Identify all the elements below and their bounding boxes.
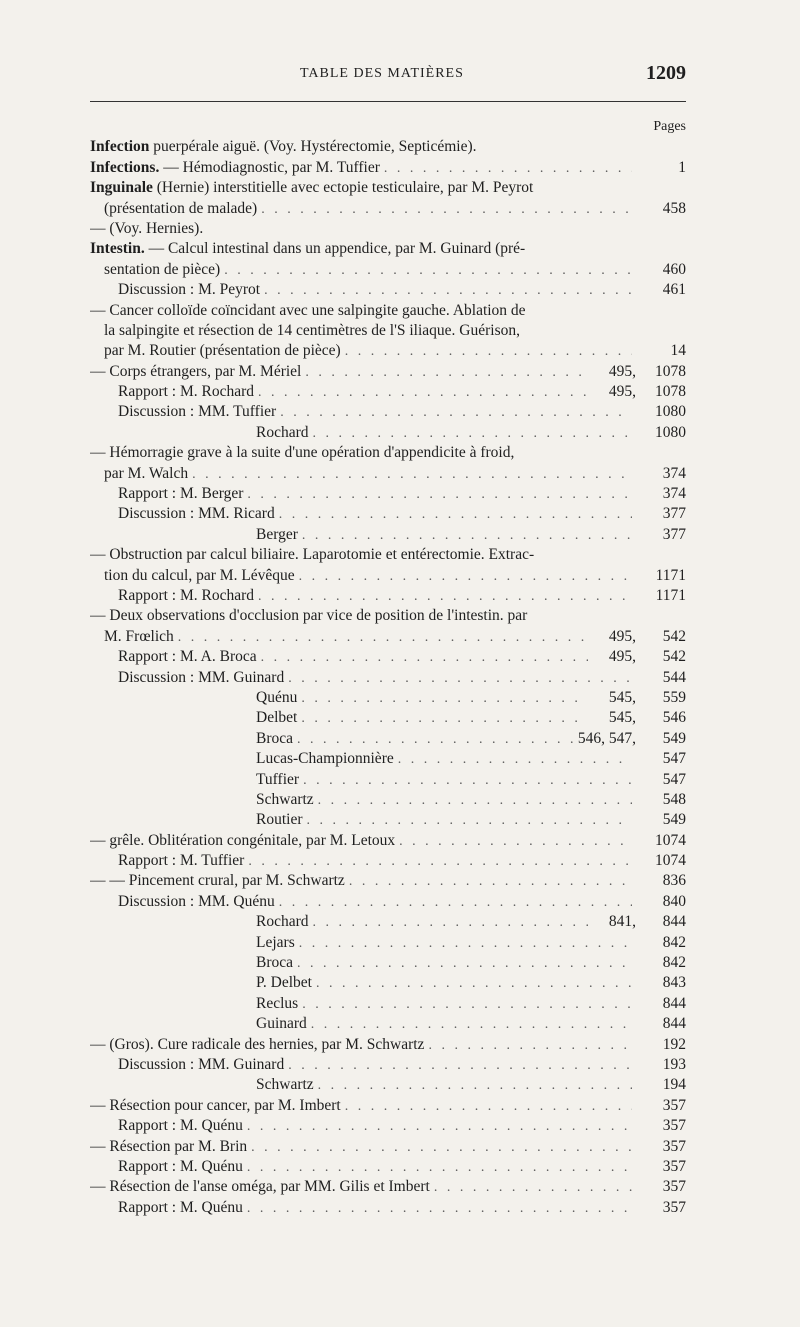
entry-pages [636,933,686,953]
entry-text: Schwartz [256,1076,314,1094]
index-entry [90,1157,686,1177]
index-entry [90,688,686,708]
entry-text: P. Delbet [256,974,312,992]
entry-text: — Obstruction par calcul biliaire. Laparotomie et entérectomie. Extrac- [90,546,535,564]
index-entry [90,219,686,239]
leader-dots [261,648,588,667]
leader-dots [398,750,632,769]
page-ref: 1 [678,158,686,176]
pages-column-label: Pages [653,119,686,134]
page-ref: 559 [662,688,686,706]
index-entry [90,423,686,443]
entry-text: Rochard [256,423,309,441]
entry-text: Rapport : M. Quénu [118,1157,243,1175]
page-ref: 194 [662,1076,686,1094]
index-entry [90,606,686,626]
entry-pages [636,1035,686,1055]
index-entry [90,1137,686,1157]
leader-dots [318,1076,632,1095]
entry-pages [636,402,686,422]
index-entry [90,525,686,545]
leader-dots [301,689,588,708]
entry-pages [636,668,686,688]
leader-dots [297,730,574,749]
leader-dots [316,974,632,993]
index-entry [90,1116,686,1136]
entry-text: — Deux observations d'occlusion par vice de position de l'intestin. par [90,607,528,625]
entry-text: M. Frœlich [104,627,174,645]
leader-dots [279,893,632,912]
entry-text: Rapport : M. Tuffier [118,852,245,870]
entry-pages [636,1096,686,1116]
leader-dots [318,791,632,810]
entry-text: Guinard [256,1015,307,1033]
entry-text: Delbet [256,709,298,727]
running-header [90,62,686,90]
page-ref: 458 [662,199,686,217]
leader-dots [384,159,632,178]
page-ref: 549 [662,811,686,829]
page-ref: 192 [662,1035,686,1053]
page-ref: 461 [662,281,686,299]
entry-text: la salpingite et résection de 14 centimètres de l'S iliaque. Guérison, [104,321,521,339]
page-ref: 1078 [655,362,686,380]
entry-text: Rapport : M. Berger [118,485,244,503]
index-entry [90,382,686,402]
leader-dots [345,1097,632,1116]
page-ref: 495, [608,362,636,380]
entry-text: Broca [256,954,294,972]
index-entry [90,260,686,280]
leader-dots [224,261,632,280]
index-entry [90,1096,686,1116]
entry-pages [636,280,686,300]
entry-pages [636,973,686,993]
index-entry [90,953,686,973]
entry-text: sentation de pièce) [104,260,221,278]
page-ref: 374 [662,464,686,482]
entry-pages [636,1055,686,1075]
entry-text: Quénu [256,688,298,706]
index-entries [90,137,686,1218]
index-entry [90,545,686,565]
entry-text: (présentation de malade) [104,199,258,217]
entry-text: Lucas-Championnière [256,750,394,768]
leader-dots [247,1117,632,1136]
leader-dots [399,832,632,851]
page-ref: 495, [608,627,636,645]
index-entry [90,362,686,382]
entry-pages [592,627,686,647]
entry-pages [636,831,686,851]
entry-pages [636,260,686,280]
entry-text: — Résection pour cancer, par M. Imbert [90,1096,341,1114]
page-ref: 548 [662,790,686,808]
page-ref: 377 [662,525,686,543]
entry-text: — Résection par M. Brin [90,1137,248,1155]
entry-pages [636,341,686,361]
leader-dots [297,954,632,973]
entry-pages [636,790,686,810]
entry-text: Routier [256,811,303,829]
entry-text: Tuffier [256,770,300,788]
page-ref: 841, [608,913,636,931]
index-entry [90,627,686,647]
leader-dots [258,383,588,402]
entry-text: Berger [256,525,298,543]
entry-pages [636,749,686,769]
page-ref: 1074 [655,831,686,849]
index-entry [90,668,686,688]
page-ref: 547 [662,770,686,788]
entry-text: Intestin. — Calcul intestinal dans un appendice, par M. Guinard (pré- [90,240,526,258]
index-entry [90,280,686,300]
entry-text: Rapport : M. Rochard [118,586,255,604]
index-entry [90,178,686,198]
page-ref: 495, [608,648,636,666]
entry-text: Broca [256,729,294,747]
page-ref: 1080 [655,403,686,421]
entry-text: Reclus [256,994,299,1012]
page-ref: 542 [662,648,686,666]
leader-dots [288,669,632,688]
index-entry [90,341,686,361]
leader-dots [313,424,632,443]
index-entry [90,708,686,728]
entry-pages [592,647,686,667]
page-ref: 460 [662,260,686,278]
page-ref: 357 [662,1198,686,1216]
entry-pages [636,810,686,830]
page-ref: 1074 [655,852,686,870]
entry-pages [636,525,686,545]
leader-dots [301,709,588,728]
page-ref: 193 [662,1055,686,1073]
leader-dots [311,1015,632,1034]
entry-pages [636,871,686,891]
page-ref: 1080 [655,423,686,441]
page-ref: 842 [662,933,686,951]
entry-text: Rapport : M. Quénu [118,1198,243,1216]
page-ref: 840 [662,892,686,910]
index-entry [90,586,686,606]
page-ref: 842 [662,954,686,972]
page-ref: 546 [662,709,686,727]
entry-pages [636,1116,686,1136]
leader-dots [302,995,632,1014]
entry-text: Discussion : MM. Ricard [118,505,275,523]
entry-pages [636,770,686,790]
index-entry [90,810,686,830]
index-entry [90,464,686,484]
entry-pages [636,1177,686,1197]
entry-text: — Corps étrangers, par M. Mériel [90,362,302,380]
index-entry [90,851,686,871]
index-entry [90,239,686,259]
page-ref: 357 [662,1096,686,1114]
entry-text: par M. Routier (présentation de pièce) [104,342,341,360]
index-entry [90,1055,686,1075]
entry-pages [636,464,686,484]
index-entry [90,892,686,912]
index-entry [90,1075,686,1095]
leader-dots [261,200,632,219]
index-entry [90,770,686,790]
page-ref: 545, [608,688,636,706]
leader-dots [434,1178,632,1197]
index-entry [90,1014,686,1034]
entry-pages [592,362,686,382]
index-entry [90,1035,686,1055]
entry-text: — (Gros). Cure radicale des hernies, par M. Schwartz [90,1035,425,1053]
entry-pages [636,158,686,178]
page-ref: 357 [662,1117,686,1135]
index-entry [90,1198,686,1218]
index-list [90,117,686,1218]
entry-pages [592,688,686,708]
index-entry [90,871,686,891]
leader-dots [303,771,632,790]
page-ref: 357 [662,1137,686,1155]
index-entry [90,933,686,953]
entry-text: — grêle. Oblitération congénitale, par M. Letoux [90,831,396,849]
page-ref: 549 [662,729,686,747]
leader-dots [192,465,632,484]
leader-dots [288,1056,632,1075]
entry-text: Inguinale (Hernie) interstitielle avec ectopie testiculaire, par M. Peyrot [90,179,534,197]
leader-dots [247,1199,632,1218]
entry-pages [636,1198,686,1218]
page-ref: 1078 [655,383,686,401]
page-ref: 374 [662,485,686,503]
index-entry [90,484,686,504]
leader-dots [307,811,633,830]
entry-pages [592,912,686,932]
leader-dots [345,342,632,361]
leader-dots [299,934,632,953]
page-ref: 377 [662,505,686,523]
leader-dots [302,526,632,545]
entry-text: Lejars [256,933,295,951]
leader-dots [313,913,588,932]
page-ref: 544 [662,668,686,686]
page-ref: 844 [662,1015,686,1033]
page-ref: 357 [662,1157,686,1175]
page-ref: 357 [662,1178,686,1196]
page-ref: 14 [670,342,686,360]
leader-dots [299,567,632,586]
leader-dots [178,628,588,647]
entry-pages [636,586,686,606]
leader-dots [280,403,632,422]
entry-text: Discussion : MM. Quénu [118,892,275,910]
leader-dots [264,281,632,300]
leader-dots [251,1138,632,1157]
leader-dots [258,587,632,606]
leader-dots [248,852,632,871]
page-ref: 542 [662,627,686,645]
index-entry [90,912,686,932]
entry-text: Rapport : M. A. Broca [118,648,257,666]
index-entry [90,137,686,157]
entry-text: — — Pincement crural, par M. Schwartz [90,872,345,890]
entry-text: Rochard [256,913,309,931]
entry-text: Infections. — Hémodiagnostic, par M. Tuffier [90,158,380,176]
index-entry [90,301,686,321]
page-ref: 844 [662,994,686,1012]
entry-text: — Cancer colloïde coïncidant avec une salpingite gauche. Ablation de [90,301,526,319]
entry-pages [636,566,686,586]
entry-pages [592,708,686,728]
page-ref: 546, 547, [577,729,636,747]
page-ref: 495, [608,383,636,401]
index-entry [90,831,686,851]
index-entry [90,1177,686,1197]
entry-text: Rapport : M. Rochard [118,383,255,401]
entry-pages [636,1075,686,1095]
entry-text: Discussion : MM. Tuffier [118,403,277,421]
index-entry [90,402,686,422]
leader-dots [349,872,632,891]
index-entry [90,566,686,586]
entry-pages [636,1157,686,1177]
index-entry [90,749,686,769]
leader-dots [247,485,632,504]
entry-text: tion du calcul, par M. Lévêque [104,566,295,584]
entry-text: par M. Walch [104,464,189,482]
index-entry [90,199,686,219]
entry-text: Rapport : M. Quénu [118,1117,243,1135]
entry-text: Schwartz [256,790,314,808]
entry-pages [636,423,686,443]
entry-pages [636,994,686,1014]
index-entry [90,443,686,463]
entry-pages [636,892,686,912]
entry-text: Discussion : MM. Guinard [118,1055,285,1073]
index-entry [90,973,686,993]
index-entry [90,994,686,1014]
page-ref: 547 [662,750,686,768]
entry-text: Discussion : M. Peyrot [118,281,261,299]
leader-dots [305,363,588,382]
entry-pages [636,484,686,504]
page-ref: 844 [662,913,686,931]
index-entry [90,321,686,341]
page-ref: 843 [662,974,686,992]
entry-pages [636,1014,686,1034]
entry-text: Infection puerpérale aiguë. (Voy. Hystérectomie, Septicémie). [90,138,477,156]
page-ref: 1171 [655,566,686,584]
page-ref: 1171 [655,586,686,604]
entry-text: — Hémorragie grave à la suite d'une opération d'appendicite à froid, [90,444,515,462]
entry-pages [636,1137,686,1157]
entry-pages [636,953,686,973]
index-entry [90,647,686,667]
leader-dots [428,1036,632,1055]
entry-text: — (Voy. Hernies). [90,219,204,237]
index-entry [90,790,686,810]
leader-dots [247,1158,632,1177]
index-entry [90,729,686,749]
page-number: 1209 [646,62,686,84]
index-entry [90,504,686,524]
entry-pages [578,729,686,749]
entry-pages [592,382,686,402]
index-entry [90,158,686,178]
entry-pages [636,199,686,219]
leader-dots [279,505,632,524]
page-ref: 836 [662,872,686,890]
page-ref: 545, [608,709,636,727]
header-rule [90,101,686,102]
entry-pages [636,851,686,871]
entry-text: — Résection de l'anse oméga, par MM. Gilis et Imbert [90,1178,430,1196]
running-title: TABLE DES MATIÈRES [300,66,464,81]
entry-pages [636,504,686,524]
entry-text: Discussion : MM. Guinard [118,668,285,686]
